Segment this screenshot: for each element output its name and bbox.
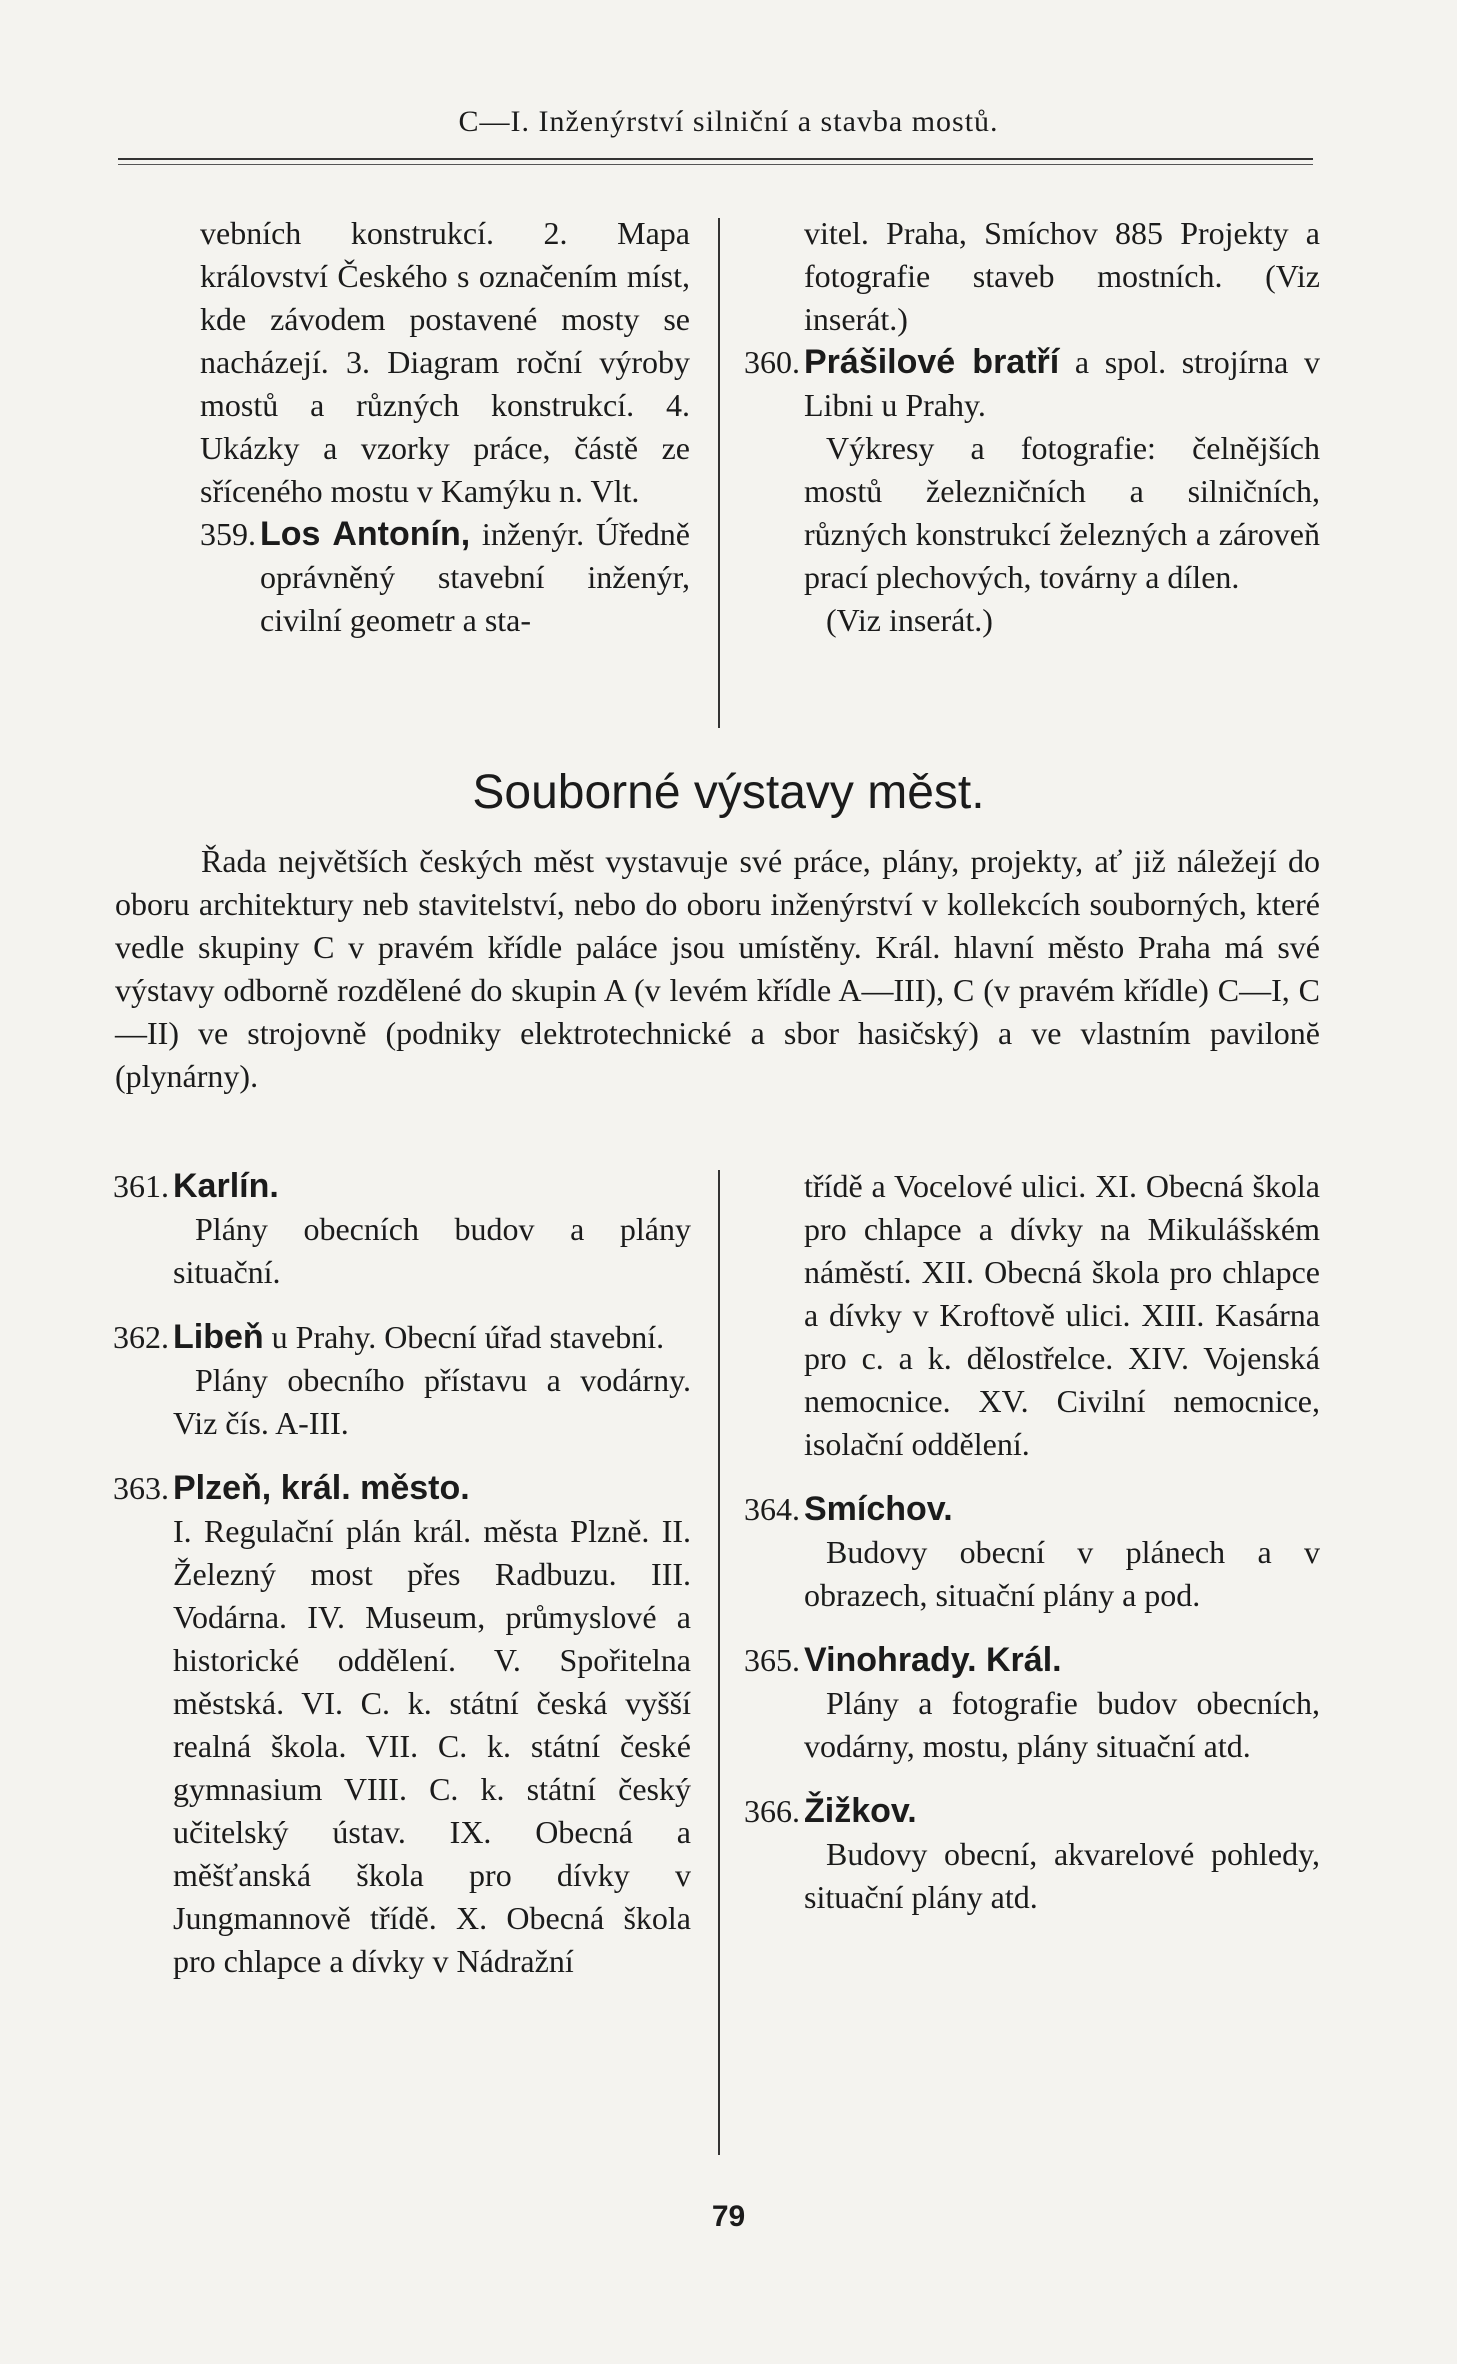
entry-description: Plány obecního přístavu a vodárny. Viz čís. A-III. (173, 1362, 691, 1441)
continued-text: vebních konstrukcí. 2. Mapa království Českého s označením míst, kde závodem postavené mosty se nacházejí. 3. Diagram roční výroby mostů a různých konstrukcí. 4. Ukázky a vzorky práce, částě ze sříceného mostu v Kamýku n. Vlt. (200, 215, 690, 509)
entry-number: 360. (744, 344, 800, 380)
entry-note: (Viz inserát.) (826, 602, 993, 638)
entry-name: Karlín. (173, 1167, 279, 1205)
entry-name: Vinohrady. Král. (804, 1641, 1062, 1679)
entry-362 (113, 1316, 691, 1445)
entry-description: Plány a fotografie budov obecních, vodárny, mostu, plány situační atd. (804, 1685, 1320, 1764)
entry-363 (113, 1467, 691, 1983)
entry-name: Libeň (173, 1318, 264, 1356)
entry-359 (200, 513, 690, 642)
entry-description: Výkresy a fotografie: čelnějších mostů železničních a silničních, různých konstrukcí železných a zároveň prací plechových, továrny a dílen. (804, 430, 1320, 595)
entry-361 (113, 1165, 691, 1294)
entry-number: 362. (113, 1319, 169, 1355)
entry-364 (744, 1488, 1320, 1617)
continued-text: vitel. Praha, Smíchov 885 Projekty a fotografie staveb mostních. (Viz inserát.) (804, 215, 1320, 337)
entry-360 (744, 341, 1320, 427)
column-divider (718, 218, 720, 728)
entry-number: 365. (744, 1642, 800, 1678)
entry-name: Prášilové bratří (804, 343, 1060, 381)
running-header: C—I. Inženýrství silniční a stavba mostů. (458, 105, 999, 138)
header-rule (118, 158, 1313, 160)
entry-text: a spol. strojírna v Libni u Prahy. (804, 344, 1321, 423)
top-right-column (744, 212, 1320, 642)
entry-name: Plzeň, král. město. (173, 1469, 470, 1507)
entry-description: I. Regulační plán král. města Plzně. II. Železný most přes Radbuzu. III. Vodárna. IV. Museum, průmyslové a historické oddělení. V. Spořitelna městská. VI. C. k. státní česká vyšší realná škola. VII. C. k. státní české gymnasium VIII. C. k. státní český učitelský ústav. IX. Obecná a měšťanská škola pro dívky v Jungmannově třídě. X. Obecná škola pro chlapce a dívky v Nádražní (173, 1513, 691, 1979)
entry-number: 366. (744, 1793, 800, 1829)
entry-number: 361. (113, 1168, 169, 1204)
entry-name: Smíchov. (804, 1490, 953, 1528)
entry-description: Plány obecních budov a plány situační. (173, 1211, 691, 1290)
entry-number: 363. (113, 1470, 169, 1506)
section-title: Souborné výstavy měst. (472, 766, 985, 819)
entry-number: 359. (200, 516, 256, 552)
entry-363-continued (744, 1165, 1320, 1466)
bottom-right-column (744, 1165, 1320, 1941)
top-left-column (200, 212, 690, 642)
column-divider (718, 1170, 720, 2155)
bottom-left-column (113, 1165, 691, 2005)
continued-text: třídě a Vocelové ulici. XI. Obecná škola pro chlapce a dívky na Mikulášském náměstí. XII. Obecná škola pro chlapce a dívky v Kroftově ulici. XIII. Kasárna pro c. a k. dělostřelce. XIV. Vojenská nemocnice. XV. Civilní nemocnice, isolační oddělení. (804, 1168, 1320, 1462)
entry-description: Budovy obecní, akvarelové pohledy, situační plány atd. (804, 1836, 1320, 1915)
entry-name: Žižkov. (804, 1792, 917, 1830)
entry-description: Budovy obecní v plánech a v obrazech, situační plány a pod. (804, 1534, 1320, 1613)
entry-text: inženýr. Úředně oprávněný stavební inženýr, civilní geometr a sta- (260, 516, 690, 638)
entry-name: Los Antonín, (260, 515, 471, 553)
entry-365 (744, 1639, 1320, 1768)
entry-366 (744, 1790, 1320, 1919)
page-number: 79 (711, 2200, 746, 2233)
header-rule-thin (118, 164, 1313, 165)
section-intro: Řada největších českých měst vystavuje své práce, plány, projekty, ať již náležejí do oboru architektury neb stavitelství, nebo do oboru inženýrství v kollekcích souborných, které vedle skupiny C v pravém křídle paláce jsou umístěny. Král. hlavní město Praha má své výstavy odborně rozdělené do skupin A (v levém křídle A—III), C (v pravém křídle) C—I, C—II) ve strojovně (podniky elektrotechnické a sbor hasičský) a ve vlastním pavilonĕ (plynárny). (115, 843, 1320, 1094)
entry-number: 364. (744, 1491, 800, 1527)
entry-text: u Prahy. Obecní úřad stavební. (263, 1319, 665, 1355)
